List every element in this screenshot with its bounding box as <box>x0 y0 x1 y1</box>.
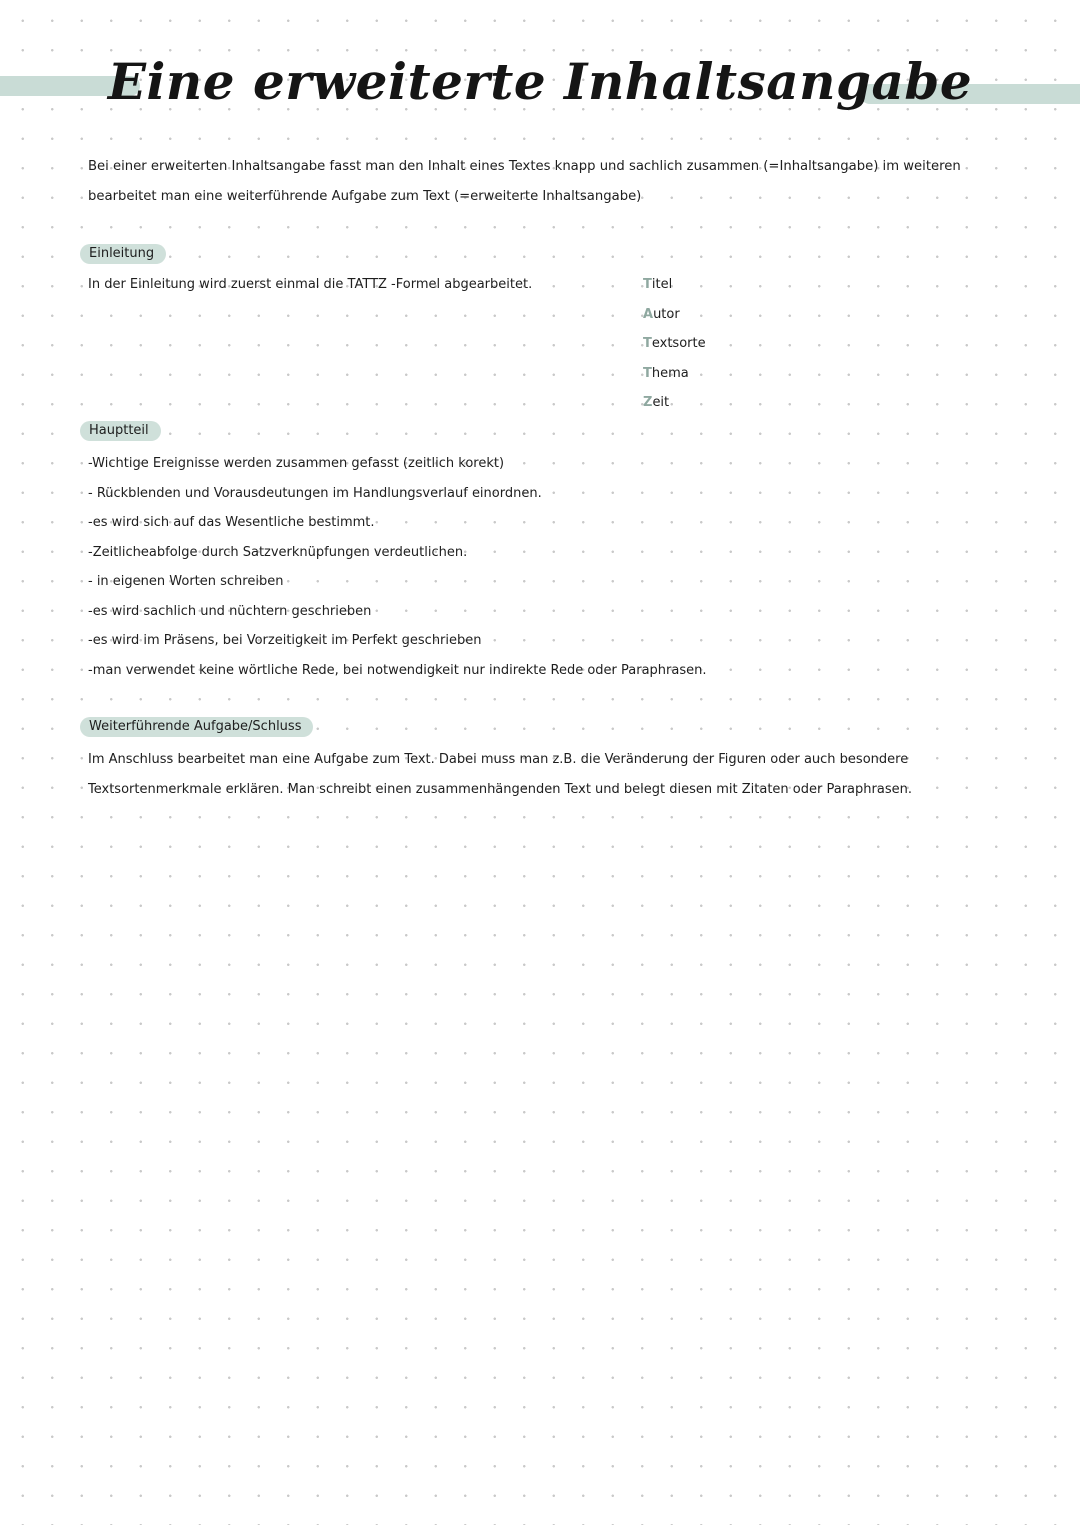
tattz-letter: T <box>643 365 652 381</box>
tattz-word: hema <box>651 365 689 381</box>
section-heading-einleitung: Einleitung <box>80 244 166 264</box>
tattz-word: utor <box>653 306 680 322</box>
tattz-list <box>643 270 706 418</box>
list-item: - in eigenen Worten schreiben <box>88 574 284 589</box>
list-item: -es wird im Präsens, bei Vorzeitigkeit im Perfekt geschrieben <box>88 633 482 648</box>
tattz-word: itel <box>651 277 673 292</box>
intro-paragraph: Bei einer erweiterten Inhaltsangabe fasst man den Inhalt eines Textes knapp und sachlich zusammen (=Inhaltsangabe) im weiteren bearbeitet man eine weiterführende Aufgabe zum Text (=erweiterte Inhaltsangabe) <box>88 159 961 204</box>
tattz-letter: T <box>643 277 652 292</box>
tattz-item <box>643 329 706 359</box>
list-item: -Wichtige Ereignisse werden zusammen gefasst (zeitlich korekt) <box>88 456 505 471</box>
tattz-letter: A <box>643 306 654 322</box>
list-item: -es wird sich auf das Wesentliche bestimmt. <box>88 515 375 530</box>
tattz-item <box>643 300 706 330</box>
list-item: -es wird sachlich und nüchtern geschrieben <box>88 603 372 619</box>
schluss-text: Im Anschluss bearbeitet man eine Aufgabe zum Text. Dabei muss man z.B. die Veränderung der Figuren oder auch besondere Textsortenmerkmale erklären. Man schreibt einen zusammenhängenden Text und belegt diesen mit Zitaten oder Paraphrasen. <box>88 752 912 797</box>
list-item: - Rückblenden und Vorausdeutungen im Handlungsverlauf einordnen. <box>88 485 542 501</box>
section-heading-hauptteil: Hauptteil <box>80 421 161 441</box>
einleitung-text: In der Einleitung wird zuerst einmal die TATTZ -Formel abgearbeitet. <box>88 277 533 292</box>
section-heading-schluss: Weiterführende Aufgabe/Schluss <box>80 717 313 737</box>
tattz-item <box>643 388 706 418</box>
list-item: -Zeitlicheabfolge durch Satzverknüpfungen verdeutlichen. <box>88 544 468 560</box>
tattz-item <box>643 270 706 300</box>
hauptteil-list <box>88 449 707 685</box>
tattz-letter: T <box>643 336 652 351</box>
list-item: -man verwendet keine wörtliche Rede, bei notwendigkeit nur indirekte Rede oder Paraphrasen. <box>88 662 707 678</box>
page-title: Eine erweiterte Inhaltsangabe <box>107 52 973 111</box>
tattz-item <box>643 359 706 389</box>
tattz-letter: Z <box>643 395 653 410</box>
tattz-word: extsorte <box>651 336 706 351</box>
tattz-word: eit <box>652 395 670 410</box>
